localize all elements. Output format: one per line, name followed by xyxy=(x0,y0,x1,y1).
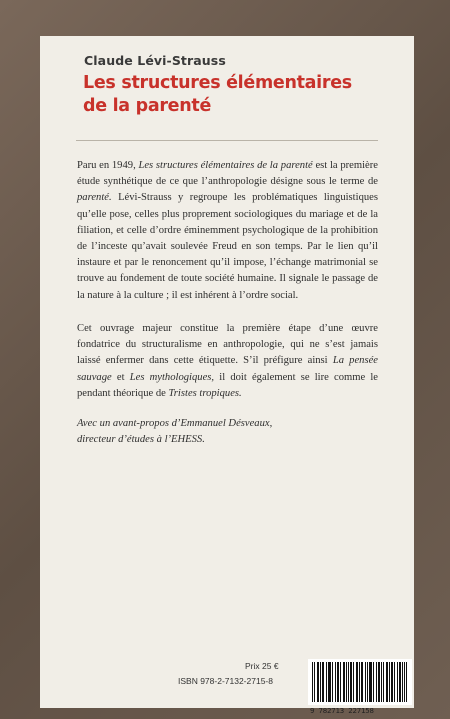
barcode-bar xyxy=(330,662,331,702)
barcode-bar xyxy=(335,662,336,702)
barcode-bar xyxy=(348,662,349,702)
foreword-credit xyxy=(77,416,378,448)
barcode-bar xyxy=(344,662,345,702)
barcode-bar xyxy=(314,662,315,702)
text-panel xyxy=(40,36,414,715)
barcode-bar xyxy=(326,662,327,702)
italic-term: parenté. xyxy=(77,192,112,204)
barcode-bar xyxy=(400,662,401,702)
barcode-digits: 9 782713 227158 xyxy=(310,706,374,715)
text-run: est la première étude synthétique de ce que l’anthropologie désigne sous le terme de xyxy=(77,160,378,188)
barcode xyxy=(308,659,412,705)
text-run: Lévi-Strauss y regroupe les problématiques linguistiques qu’elle pose, celles plus proprement sociologiques du mariage et de la filiation, et celle d’ordre éminemment psychologique de la prohibition de l’inceste qu’avait soulevée Freud en son temps. Par le lien qu’il instaure et par le renoncement qu’il impose, l’échange matrimonial se trouve au fondement de toute société humaine. Il signale le passage de la nature à la culture ; il est inhérent à l’ordre social. xyxy=(77,192,378,301)
book-title-line-1: Les structures élémentaires xyxy=(83,73,352,93)
barcode-bar xyxy=(318,662,319,702)
barcode-bar xyxy=(406,662,407,702)
barcode-bar xyxy=(351,662,352,702)
barcode-bars xyxy=(312,662,408,702)
barcode-bar xyxy=(357,662,358,702)
barcode-bar xyxy=(350,662,351,702)
barcode-bar xyxy=(370,662,371,702)
barcode-bar xyxy=(373,662,374,702)
barcode-bar xyxy=(323,662,324,702)
italic-book-title: Les mythologiques, xyxy=(129,371,215,383)
barcode-bar xyxy=(391,662,392,702)
price-label: Prix 25 € xyxy=(245,661,279,671)
divider xyxy=(76,140,378,141)
barcode-bar xyxy=(367,662,368,702)
barcode-bar xyxy=(369,662,370,702)
barcode-bar xyxy=(392,662,393,702)
barcode-bar xyxy=(404,662,405,702)
barcode-bar xyxy=(328,662,329,702)
barcode-bar xyxy=(337,662,338,702)
barcode-bar xyxy=(322,662,323,702)
blurb-paragraph-1 xyxy=(77,158,378,304)
barcode-bar xyxy=(386,662,387,702)
barcode-bar xyxy=(356,662,357,702)
barcode-bar xyxy=(378,662,379,702)
barcode-bar xyxy=(371,662,372,702)
italic-book-title: Les structures élémentaires de la parenté xyxy=(138,160,313,171)
barcode-bar xyxy=(381,662,382,702)
credit-line-2: directeur d’études à l’EHESS. xyxy=(77,434,205,445)
barcode-bar xyxy=(361,662,362,702)
italic-book-title: Tristes tropiques. xyxy=(168,387,242,399)
barcode-bar xyxy=(332,662,333,702)
barcode-bar xyxy=(383,662,384,702)
barcode-bar xyxy=(394,662,395,702)
barcode-bar xyxy=(365,662,366,702)
book-title-line-2: de la parenté xyxy=(83,96,212,116)
text-run: et xyxy=(111,371,130,383)
text-run: il doit également se lire comme le pendant théorique de xyxy=(77,371,378,399)
blurb-paragraph-2 xyxy=(77,321,378,402)
barcode-bar xyxy=(320,662,321,702)
barcode-bar xyxy=(379,662,380,702)
barcode-bar xyxy=(376,662,377,702)
barcode-bar xyxy=(343,662,344,702)
barcode-bar xyxy=(397,662,398,702)
author-name: Claude Lévi-Strauss xyxy=(84,53,226,68)
barcode-bar xyxy=(317,662,318,702)
text-run: Cet ouvrage majeur constitue la première étape d’une œuvre fondatrice du structuralisme en anthropologie, qui ne s’est jamais laissé enfermer dans cette étiquette. S’il préfigure ainsi xyxy=(77,323,378,367)
credit-line-1: Avec un avant-propos d’Emmanuel Désveaux, xyxy=(77,418,273,429)
barcode-bar xyxy=(338,662,339,702)
barcode-bar xyxy=(329,662,330,702)
barcode-bar xyxy=(399,662,400,702)
barcode-bar xyxy=(359,662,360,702)
barcode-bar xyxy=(402,662,403,702)
barcode-bar xyxy=(389,662,390,702)
barcode-bar xyxy=(362,662,363,702)
barcode-bar xyxy=(340,662,341,702)
book-title xyxy=(83,72,413,118)
text-run: Paru en 1949, xyxy=(77,160,139,171)
isbn-label: ISBN 978-2-7132-2715-8 xyxy=(178,676,273,686)
barcode-bar xyxy=(387,662,388,702)
barcode-bar xyxy=(346,662,347,702)
italic-book-title: La pensée sauvage xyxy=(77,355,378,383)
barcode-bar xyxy=(312,662,313,702)
barcode-bar xyxy=(353,662,354,702)
